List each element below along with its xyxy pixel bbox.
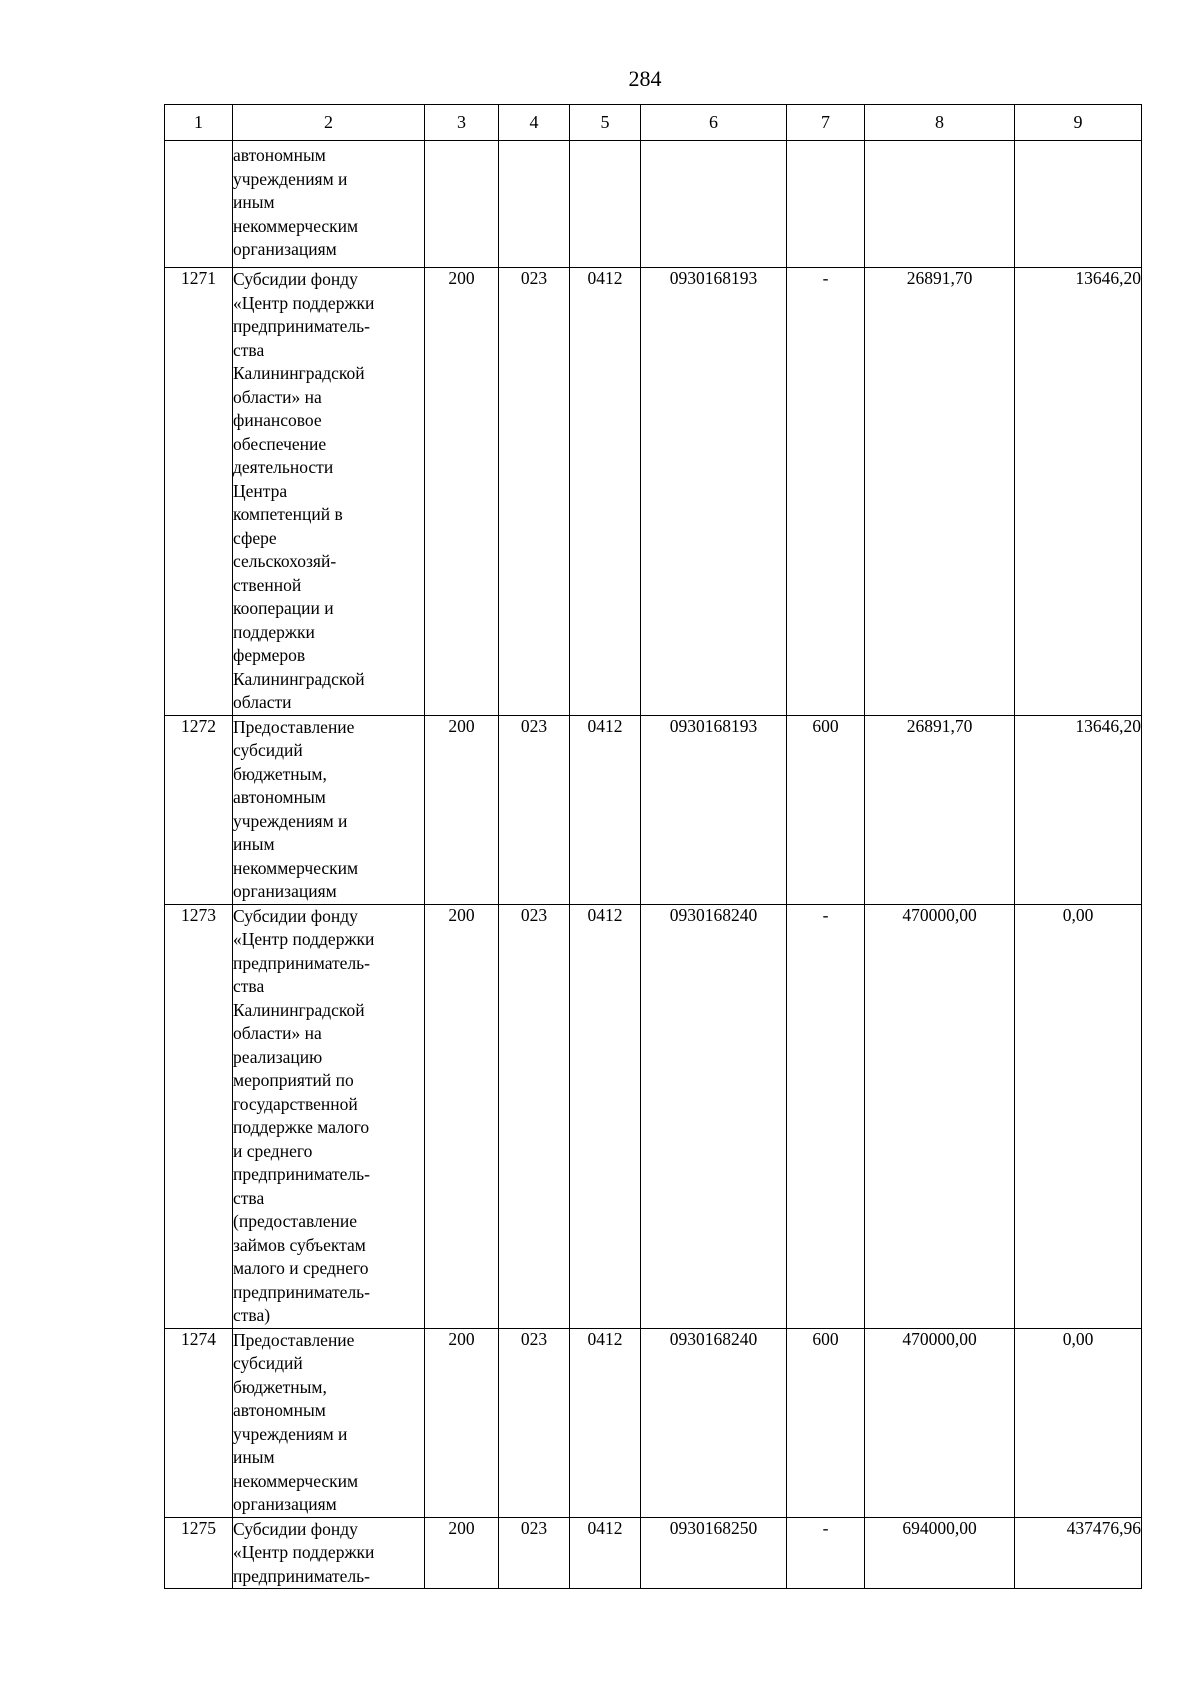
column-header-2: 2 bbox=[233, 105, 425, 141]
description-line: предприниматель- bbox=[233, 1281, 370, 1302]
column-header-5: 5 bbox=[570, 105, 641, 141]
table-row bbox=[165, 268, 1142, 716]
table-row bbox=[165, 715, 1142, 904]
expense-type-cell: 600 bbox=[787, 715, 865, 904]
target-code-cell: 0930168193 bbox=[641, 715, 787, 904]
description-line: организациям bbox=[233, 881, 337, 901]
column-header-1: 1 bbox=[165, 105, 233, 141]
description-line: «Центр поддержки bbox=[233, 1542, 375, 1562]
admin-code-cell: 200 bbox=[425, 268, 499, 716]
description-line: поддержки bbox=[233, 621, 315, 642]
description-line: субсидий bbox=[233, 1353, 303, 1373]
row-number-cell: 1275 bbox=[165, 1517, 233, 1589]
ministry-code-cell: 023 bbox=[499, 1517, 570, 1589]
description-line: и среднего bbox=[233, 1140, 313, 1161]
description-line: некоммерческим bbox=[233, 215, 359, 236]
description-line: кооперации и bbox=[233, 598, 334, 618]
description-line: учреждениям и bbox=[233, 1423, 348, 1444]
empty-cell bbox=[1015, 141, 1142, 268]
amount-cell: 694000,00 bbox=[865, 1517, 1015, 1589]
column-header-6: 6 bbox=[641, 105, 787, 141]
admin-code-cell: 200 bbox=[425, 715, 499, 904]
column-header-3: 3 bbox=[425, 105, 499, 141]
continuation-row bbox=[165, 141, 1142, 268]
description-line: автономным bbox=[233, 787, 326, 807]
table-row bbox=[165, 904, 1142, 1328]
description-line: «Центр поддержки bbox=[233, 292, 375, 313]
description-line: организациям bbox=[233, 239, 337, 259]
description-line: предприниматель- bbox=[233, 1164, 370, 1184]
row-number-cell bbox=[165, 141, 233, 268]
amount-cell: 13646,20 bbox=[1015, 715, 1142, 904]
description-line: деятельности bbox=[233, 457, 334, 477]
description-line: области» на bbox=[233, 1023, 322, 1043]
description-line: Центра bbox=[233, 480, 288, 501]
description-line: малого и среднего bbox=[233, 1258, 369, 1278]
admin-code-cell: 200 bbox=[425, 1517, 499, 1589]
admin-code-cell: 200 bbox=[425, 1328, 499, 1517]
amount-cell: 470000,00 bbox=[865, 1328, 1015, 1517]
row-number-cell: 1272 bbox=[165, 715, 233, 904]
description-line: бюджетным, bbox=[233, 763, 327, 784]
description-line: ства bbox=[233, 976, 265, 996]
description-line: поддержке малого bbox=[233, 1117, 370, 1137]
row-number-cell: 1274 bbox=[165, 1328, 233, 1517]
description-line: государственной bbox=[233, 1093, 358, 1114]
description-line: области bbox=[233, 692, 292, 712]
expense-type-cell: 600 bbox=[787, 1328, 865, 1517]
description-line: Субсидии фонду bbox=[233, 905, 358, 926]
column-header-8: 8 bbox=[865, 105, 1015, 141]
page-number: 284 bbox=[628, 66, 662, 91]
ministry-code-cell: 023 bbox=[499, 1328, 570, 1517]
amount-cell: 0,00 bbox=[1015, 904, 1142, 1328]
description-line: обеспечение bbox=[233, 433, 327, 454]
description-line: области» на bbox=[233, 386, 322, 407]
empty-cell bbox=[641, 141, 787, 268]
description-line: сельскохозяй- bbox=[233, 551, 337, 571]
section-code-cell: 0412 bbox=[570, 715, 641, 904]
empty-cell bbox=[787, 141, 865, 268]
empty-cell bbox=[570, 141, 641, 268]
section-code-cell: 0412 bbox=[570, 1328, 641, 1517]
description-line: «Центр поддержки bbox=[233, 929, 375, 949]
empty-cell bbox=[425, 141, 499, 268]
empty-cell bbox=[499, 141, 570, 268]
target-code-cell: 0930168240 bbox=[641, 1328, 787, 1517]
expense-type-cell: - bbox=[787, 1517, 865, 1589]
description-cell bbox=[233, 141, 425, 268]
description-line: займов субъектам bbox=[233, 1234, 366, 1255]
table-row bbox=[165, 1517, 1142, 1589]
description-line: Субсидии фонду bbox=[233, 1518, 358, 1539]
description-line: Предоставление bbox=[233, 716, 355, 737]
description-line: учреждениям и bbox=[233, 168, 348, 189]
description-line: предприниматель- bbox=[233, 1565, 370, 1586]
amount-cell: 470000,00 bbox=[865, 904, 1015, 1328]
section-code-cell: 0412 bbox=[570, 268, 641, 716]
ministry-code-cell: 023 bbox=[499, 904, 570, 1328]
description-line: Субсидии фонду bbox=[233, 269, 358, 289]
description-line: предприниматель- bbox=[233, 952, 370, 973]
description-line: учреждениям и bbox=[233, 810, 348, 831]
row-number-cell: 1273 bbox=[165, 904, 233, 1328]
description-line: предприниматель- bbox=[233, 316, 370, 336]
description-cell bbox=[233, 715, 425, 904]
description-line: мероприятий по bbox=[233, 1070, 354, 1090]
description-line: автономным bbox=[233, 145, 326, 165]
description-line: некоммерческим bbox=[233, 1470, 359, 1491]
description-line: компетенций в bbox=[233, 504, 343, 524]
description-cell bbox=[233, 268, 425, 716]
expense-type-cell: - bbox=[787, 904, 865, 1328]
description-cell bbox=[233, 1517, 425, 1589]
description-line: иным bbox=[233, 834, 275, 854]
admin-code-cell: 200 bbox=[425, 904, 499, 1328]
description-line: финансовое bbox=[233, 410, 322, 430]
description-line: Предоставление bbox=[233, 1329, 355, 1350]
row-number-cell: 1271 bbox=[165, 268, 233, 716]
expense-type-cell: - bbox=[787, 268, 865, 716]
description-line: организациям bbox=[233, 1494, 337, 1514]
column-header-9: 9 bbox=[1015, 105, 1142, 141]
description-line: иным bbox=[233, 1447, 275, 1467]
table-row bbox=[165, 1328, 1142, 1517]
description-line: бюджетным, bbox=[233, 1376, 327, 1397]
amount-cell: 26891,70 bbox=[865, 715, 1015, 904]
section-code-cell: 0412 bbox=[570, 904, 641, 1328]
column-header-4: 4 bbox=[499, 105, 570, 141]
description-line: автономным bbox=[233, 1400, 326, 1420]
target-code-cell: 0930168193 bbox=[641, 268, 787, 716]
description-line: ственной bbox=[233, 574, 302, 595]
column-header-7: 7 bbox=[787, 105, 865, 141]
description-line: ства bbox=[233, 1187, 265, 1208]
target-code-cell: 0930168250 bbox=[641, 1517, 787, 1589]
description-line: Калининградской bbox=[233, 668, 365, 689]
target-code-cell: 0930168240 bbox=[641, 904, 787, 1328]
section-code-cell: 0412 bbox=[570, 1517, 641, 1589]
description-cell bbox=[233, 904, 425, 1328]
description-line: некоммерческим bbox=[233, 857, 359, 878]
description-line: иным bbox=[233, 192, 275, 212]
amount-cell: 0,00 bbox=[1015, 1328, 1142, 1517]
description-line: (предоставление bbox=[233, 1211, 357, 1231]
empty-cell bbox=[865, 141, 1015, 268]
description-line: ства) bbox=[233, 1305, 271, 1325]
description-line: Калининградской bbox=[233, 999, 365, 1020]
ministry-code-cell: 023 bbox=[499, 715, 570, 904]
description-line: субсидий bbox=[233, 740, 303, 760]
header-row bbox=[165, 105, 1142, 141]
amount-cell: 13646,20 bbox=[1015, 268, 1142, 716]
amount-cell: 26891,70 bbox=[865, 268, 1015, 716]
description-cell bbox=[233, 1328, 425, 1517]
ministry-code-cell: 023 bbox=[499, 268, 570, 716]
amount-cell: 437476,96 bbox=[1015, 1517, 1142, 1589]
budget-table bbox=[164, 104, 1142, 1589]
description-line: ства bbox=[233, 339, 265, 360]
description-line: Калининградской bbox=[233, 363, 365, 383]
description-line: фермеров bbox=[233, 645, 306, 665]
description-line: реализацию bbox=[233, 1046, 323, 1067]
description-line: сфере bbox=[233, 527, 277, 548]
